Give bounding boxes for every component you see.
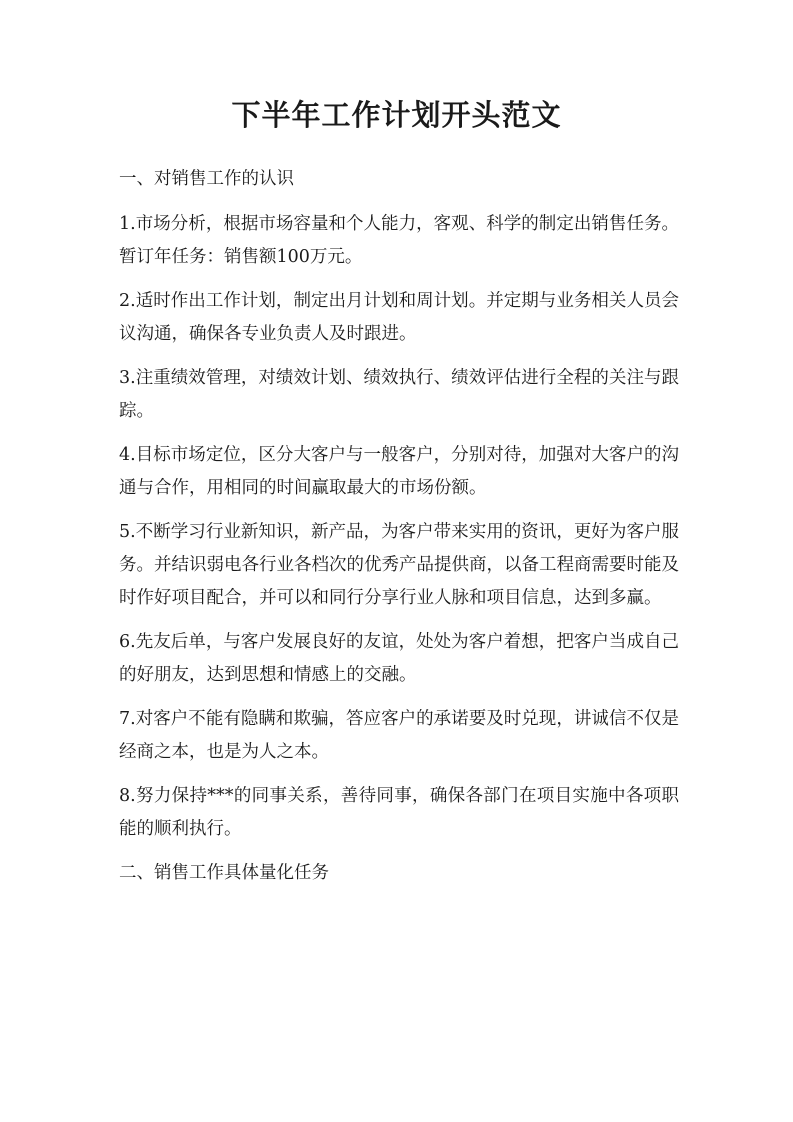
section-heading-1: 一、对销售工作的认识 xyxy=(119,169,294,189)
document-title: 下半年工作计划开头范文 xyxy=(231,98,562,132)
paragraph-2: 2.适时作出工作计划，制定出月计划和周计划。并定期与业务相关人员会议沟通，确保各专业负责人及时跟进。 xyxy=(119,291,679,344)
section-heading-2: 二、销售工作具体量化任务 xyxy=(119,863,329,883)
paragraph-1: 1.市场分析，根据市场容量和个人能力，客观、科学的制定出销售任务。暂订年任务：销售额100万元。 xyxy=(119,214,679,267)
paragraph-4: 4.目标市场定位，区分大客户与一般客户，分别对待，加强对大客户的沟通与合作，用相同的时间赢取最大的市场份额。 xyxy=(119,445,679,498)
paragraph-7: 7.对客户不能有隐瞒和欺骗，答应客户的承诺要及时兑现，讲诚信不仅是经商之本，也是为人之本。 xyxy=(119,709,679,762)
paragraph-3: 3.注重绩效管理，对绩效计划、绩效执行、绩效评估进行全程的关注与跟踪。 xyxy=(119,368,679,421)
paragraph-5: 5.不断学习行业新知识，新产品，为客户带来实用的资讯，更好为客户服务。并结识弱电各行业各档次的优秀产品提供商，以备工程商需要时能及时作好项目配合，并可以和同行分享行业人脉和项目信息，达到多赢。 xyxy=(119,522,679,608)
paragraph-8: 8.努力保持***的同事关系，善待同事，确保各部门在项目实施中各项职能的顺利执行。 xyxy=(119,786,679,839)
paragraph-6: 6.先友后单，与客户发展良好的友谊，处处为客户着想，把客户当成自己的好朋友，达到思想和情感上的交融。 xyxy=(119,632,679,685)
document-body xyxy=(119,163,679,902)
